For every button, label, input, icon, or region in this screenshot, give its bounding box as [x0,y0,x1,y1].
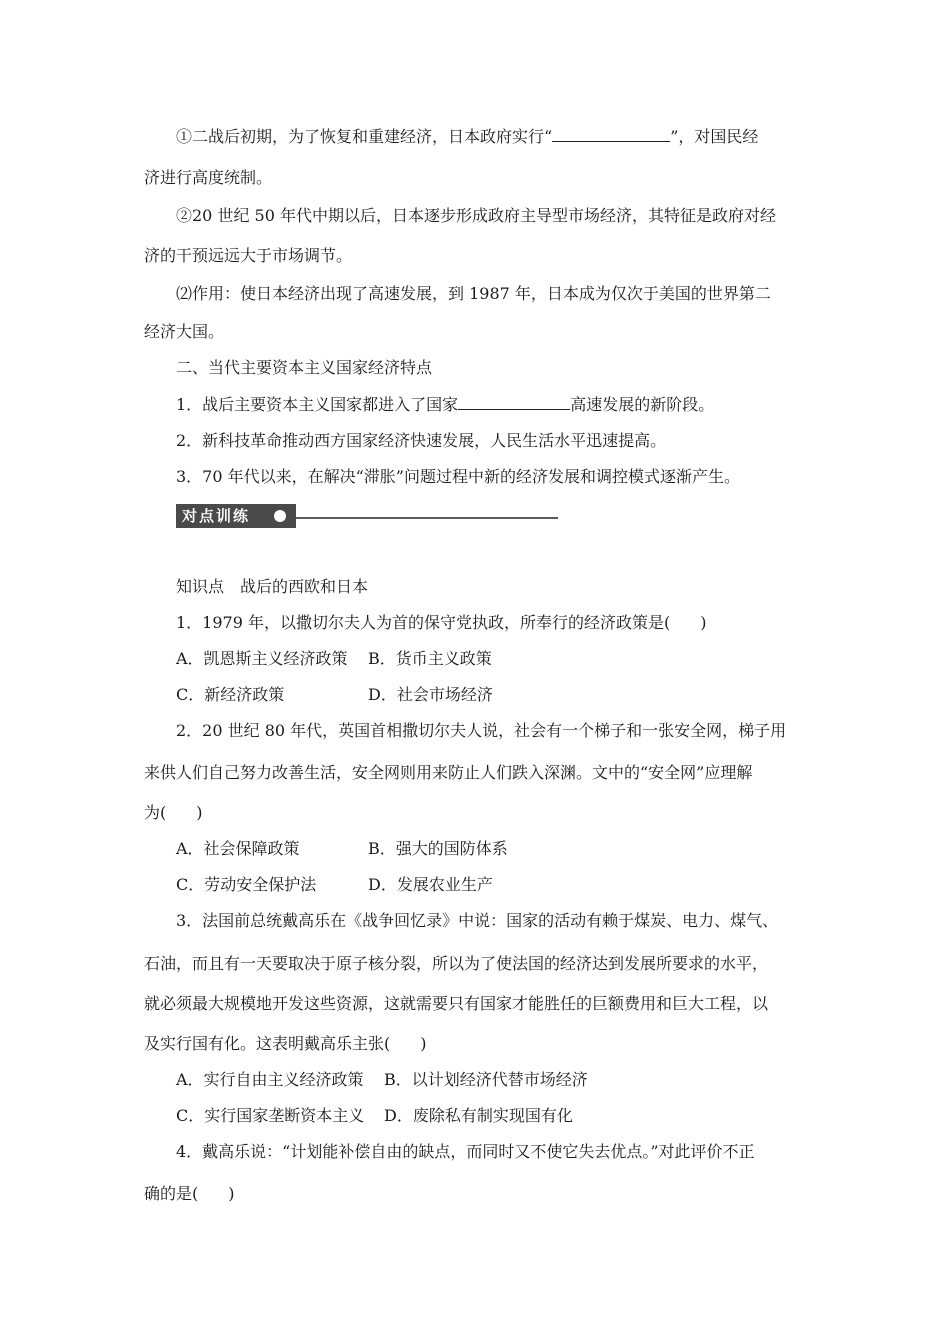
option-b: B．以计划经济代替市场经济 [384,1070,588,1089]
option-c: C．劳动安全保护法 [176,875,317,894]
question-line: 来供人们自己努力改善生活，安全网则用来防止人们跌入深渊。文中的“安全网”应理解 [144,763,753,782]
text: ①二战后初期，为了恢复和重建经济，日本政府实行“ [176,127,553,146]
fill-blank [552,127,670,142]
list-item: 3．70 年代以来，在解决“滞胀”问题过程中新的经济发展和调控模式逐渐产生。 [176,467,740,486]
option-c: C．实行国家垄断资本主义 [176,1106,365,1125]
option-a: A．社会保障政策 [176,839,300,858]
paragraph-line: 济进行高度统制。 [144,168,273,187]
option-b: B．货币主义政策 [368,649,492,668]
question-line: 石油，而且有一天要取决于原子核分裂，所以为了使法国的经济达到发展所要求的水平， [144,954,769,973]
paragraph-line: ②20 世纪 50 年代中期以后，日本逐步形成政府主导型市场经济，其特征是政府对经 [176,206,776,225]
question-line [144,1034,427,1054]
option-d: D．发展农业生产 [368,875,493,894]
option-b: B．强大的国防体系 [368,839,508,858]
option-a: A．凯恩斯主义经济政策 [176,649,348,668]
option-c: C．新经济政策 [176,685,285,704]
text: 1．1979 年，以撒切尔夫人为首的保守党执政，所奉行的经济政策是( [176,613,671,632]
text: 1．战后主要资本主义国家都进入了国家 [176,395,459,414]
text: 为( [144,803,167,822]
text: 及实行国有化。这表明戴高乐主张( [144,1034,391,1053]
option-row [176,649,348,669]
option-d: D．废除私有制实现国有化 [384,1106,573,1125]
text: ) [196,803,203,822]
text: ) [228,1184,235,1203]
text: 确的是( [144,1184,199,1203]
list-item: 2．新科技革命推动西方国家经济快速发展，人民生活水平迅速提高。 [176,431,667,450]
text: 高速发展的新阶段。 [570,395,715,414]
text: ) [420,1034,427,1053]
text: ) [700,613,707,632]
question-line [144,803,203,823]
question-line [144,1184,235,1204]
paragraph-line: 经济大国。 [144,322,225,341]
question: 2．20 世纪 80 年代，英国首相撒切尔夫人说，社会有一个梯子和一张安全网，梯子用 [176,721,787,740]
question: 4．戴高乐说：“计划能补偿自由的缺点，而同时又不使它失去优点。”对此评价不正 [176,1142,755,1161]
divider [296,517,558,519]
paragraph-line: ⑵作用：使日本经济出现了高速发展，到 1987 年，日本成为仅次于美国的世界第二 [176,284,771,303]
question [176,613,706,633]
option-a: A．实行自由主义经济政策 [176,1070,364,1089]
section-heading: 二、当代主要资本主义国家经济特点 [176,358,433,377]
question-line: 就必须最大规模地开发这些资源，这就需要只有国家才能胜任的巨额费用和巨大工程，以 [144,994,769,1013]
practice-section-banner [176,504,558,528]
paragraph-line: 济的干预远远大于市场调节。 [144,246,353,265]
option-d: D．社会市场经济 [368,685,493,704]
bullet-dot-icon [274,510,286,522]
fill-blank [458,395,570,410]
topic-heading: 知识点 战后的西欧和日本 [176,577,369,596]
list-item [176,395,714,415]
paragraph-line [176,127,758,147]
question: 3．法国前总统戴高乐在《战争回忆录》中说：国家的活动有赖于煤炭、电力、煤气、 [176,911,779,930]
text: ”，对国民经 [670,127,759,146]
section-title: 对点训练 [176,504,296,528]
